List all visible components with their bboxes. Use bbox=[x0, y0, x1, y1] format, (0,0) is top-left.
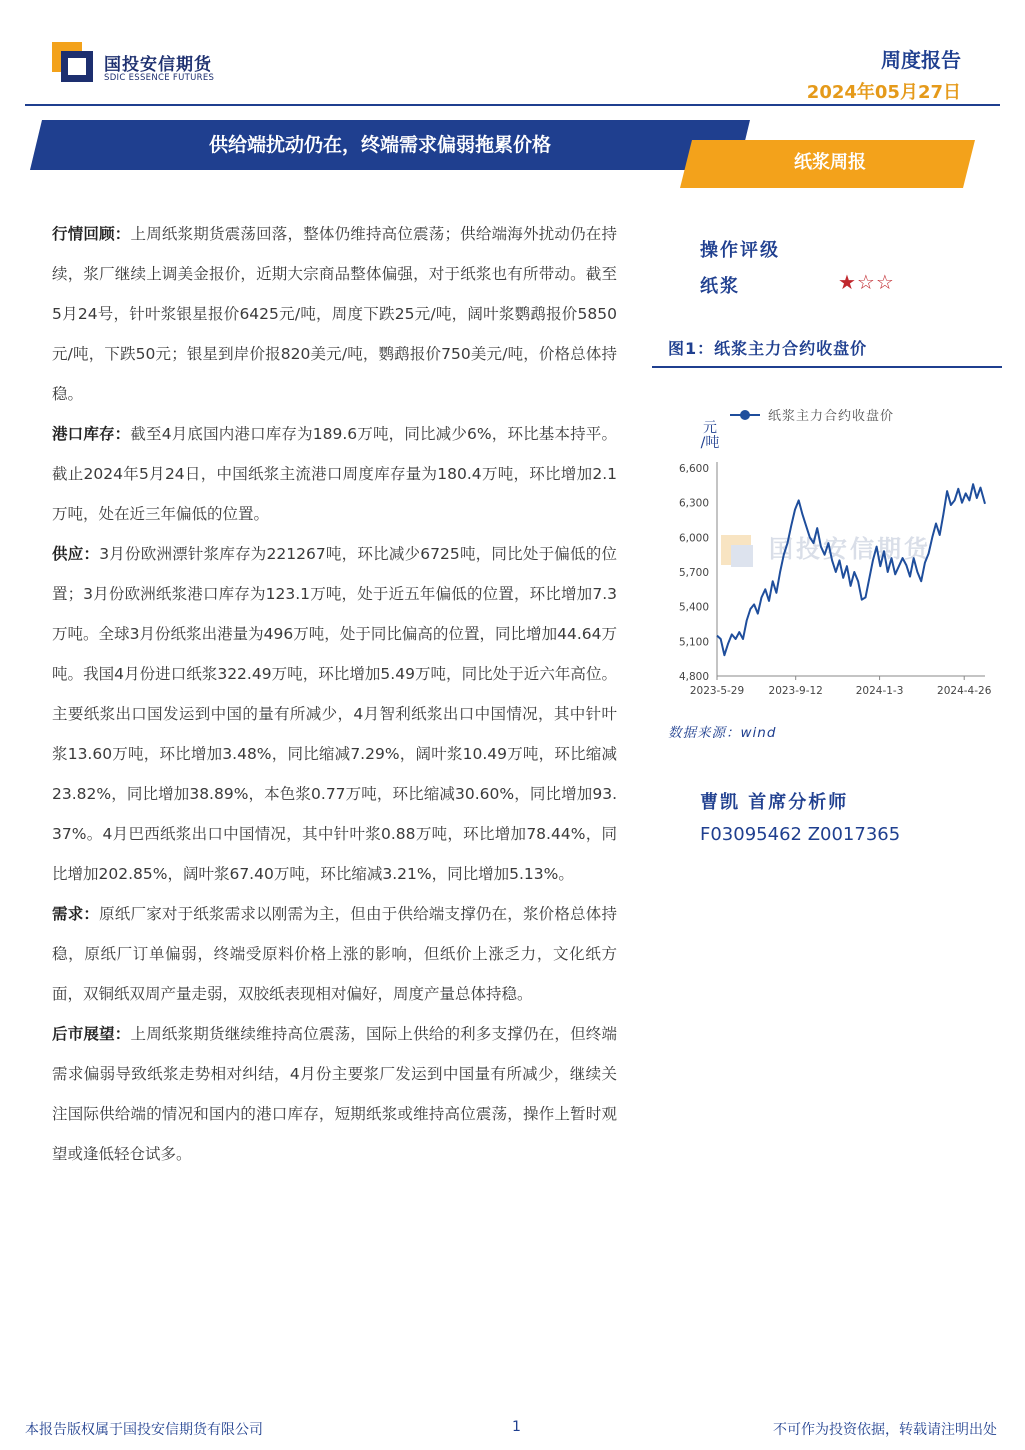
watermark-logo-icon bbox=[731, 545, 753, 567]
section-text: 上周纸浆期货震荡回落，整体仍维持高位震荡；供给端海外扰动仍在持续，浆厂继续上调美金报价，近期大宗商品整体偏强，对于纸浆也有所带动。截至5月24号，针叶浆银星报价6425元/吨，周度下跌25元/吨，阔叶浆鹦鹉报价5850元/吨，下跌50元；银星到岸价报820美元/吨，鹦鹉报价750美元/吨，价格总体持稳。 bbox=[52, 225, 617, 403]
y-axis-unit-bottom: /吨 bbox=[700, 435, 720, 451]
y-tick-label: 5,400 bbox=[678, 601, 709, 614]
x-tick-label: 2023-9-12 bbox=[768, 685, 823, 697]
section-port-inventory bbox=[52, 414, 617, 534]
company-logo-icon bbox=[52, 42, 96, 84]
section-market-review bbox=[52, 214, 617, 414]
series-line-close-price bbox=[717, 484, 985, 655]
y-tick-label: 5,100 bbox=[678, 636, 709, 649]
watermark-text: 国投安信期货 bbox=[769, 535, 931, 563]
analyst-name-title: 曹凯 首席分析师 bbox=[700, 792, 849, 813]
y-tick-label: 6,000 bbox=[678, 532, 709, 545]
section-text: 3月份欧洲漂针浆库存为221267吨，环比减少6725吨，同比处于偏低的位置；3月份欧洲纸浆港口库存为123.1万吨，处于近五年偏低的位置，环比增加7.3万吨。全球3月份纸浆出港量为496万吨，处于同比偏高的位置，同比增加44.64万吨。我国4月份进口纸浆322.49万吨，环比增加5.49万吨，同比处于近六年高位。主要纸浆出口国发运到中国的量有所减少，4月智利纸浆出口中国情况，其中针叶浆13.60万吨，环比增加3.48%，同比缩减7.29%，阔叶浆10.49万吨，环比缩减23.82%，同比增加38.89%，本色浆0.77万吨，环比缩减30.60%，同比增加93.37%。4月巴西纸浆出口中国情况，其中针叶浆0.88万吨，环比增加78.44%，同比增加202.85%，阔叶浆67.40万吨，环比缩减3.21%，同比增加5.13%。 bbox=[52, 545, 617, 883]
x-tick-label: 2024-4-26 bbox=[937, 685, 992, 697]
section-label: 需求： bbox=[52, 905, 100, 923]
y-tick-label: 5,700 bbox=[678, 567, 709, 579]
legend-label: 纸浆主力合约收盘价 bbox=[768, 409, 895, 424]
x-tick-label: 2024-1-3 bbox=[855, 685, 904, 697]
report-date: 2024年05月27日 bbox=[806, 82, 961, 103]
company-name-en: SDIC ESSENCE FUTURES bbox=[104, 73, 215, 83]
footer-disclaimer: 不可作为投资依据，转载请注明出处 bbox=[773, 1422, 997, 1438]
section-label: 后市展望： bbox=[52, 1025, 131, 1043]
rating-title: 操作评级 bbox=[700, 240, 780, 261]
y-tick-label: 6,300 bbox=[678, 497, 709, 510]
figure-divider bbox=[652, 366, 1002, 368]
y-axis-unit-top: 元 bbox=[703, 420, 717, 436]
footer-copyright: 本报告版权属于国投安信期货有限公司 bbox=[25, 1422, 263, 1438]
report-category-tag: 纸浆周报 bbox=[794, 152, 866, 173]
rating-stars-icon: ★☆☆ bbox=[838, 270, 895, 294]
header-divider bbox=[25, 104, 1000, 106]
section-label: 行情回顾： bbox=[52, 225, 131, 243]
section-text: 原纸厂家对于纸浆需求以刚需为主，但由于供给端支撑仍在，浆价格总体持稳，原纸厂订单偏弱，终端受原料价格上涨的影响，但纸价上涨乏力，文化纸方面，双铜纸双周产量走弱，双胶纸表现相对偏好，周度产量总体持稳。 bbox=[52, 905, 617, 1003]
legend-marker bbox=[740, 410, 750, 420]
y-tick-label: 4,800 bbox=[678, 671, 709, 683]
report-headline: 供给端扰动仍在，终端需求偏弱拖累价格 bbox=[208, 134, 551, 156]
y-tick-label: 6,600 bbox=[678, 463, 709, 475]
figure-title: 图1：纸浆主力合约收盘价 bbox=[668, 339, 868, 358]
data-source: 数据来源：wind bbox=[668, 725, 777, 741]
section-outlook bbox=[52, 1014, 617, 1174]
section-supply bbox=[52, 534, 617, 894]
report-type: 周度报告 bbox=[881, 48, 961, 72]
price-line-chart bbox=[655, 395, 1000, 705]
x-tick-label: 2023-5-29 bbox=[689, 685, 745, 697]
section-demand bbox=[52, 894, 617, 1014]
section-label: 供应： bbox=[52, 545, 100, 563]
section-text: 上周纸浆期货继续维持高位震荡，国际上供给的利多支撑仍在，但终端需求偏弱导致纸浆走势相对纠结，4月份主要浆厂发运到中国量有所减少，继续关注国际供给端的情况和国内的港口库存，短期纸浆或维持高位震荡，操作上暂时观望或逢低轻仓试多。 bbox=[52, 1025, 617, 1163]
analyst-license-ids: F03095462 Z0017365 bbox=[700, 824, 901, 845]
company-name-cn: 国投安信期货 bbox=[104, 55, 212, 75]
section-label: 港口库存： bbox=[52, 425, 131, 443]
report-body bbox=[52, 214, 617, 1174]
page-number: 1 bbox=[512, 1419, 521, 1435]
rating-item: 纸浆 bbox=[700, 276, 740, 297]
section-text: 截至4月底国内港口库存为189.6万吨，同比减少6%，环比基本持平。截止2024年5月24日，中国纸浆主流港口周度库存量为180.4万吨，环比增加2.1万吨，处在近三年偏低的位置。 bbox=[52, 425, 617, 523]
